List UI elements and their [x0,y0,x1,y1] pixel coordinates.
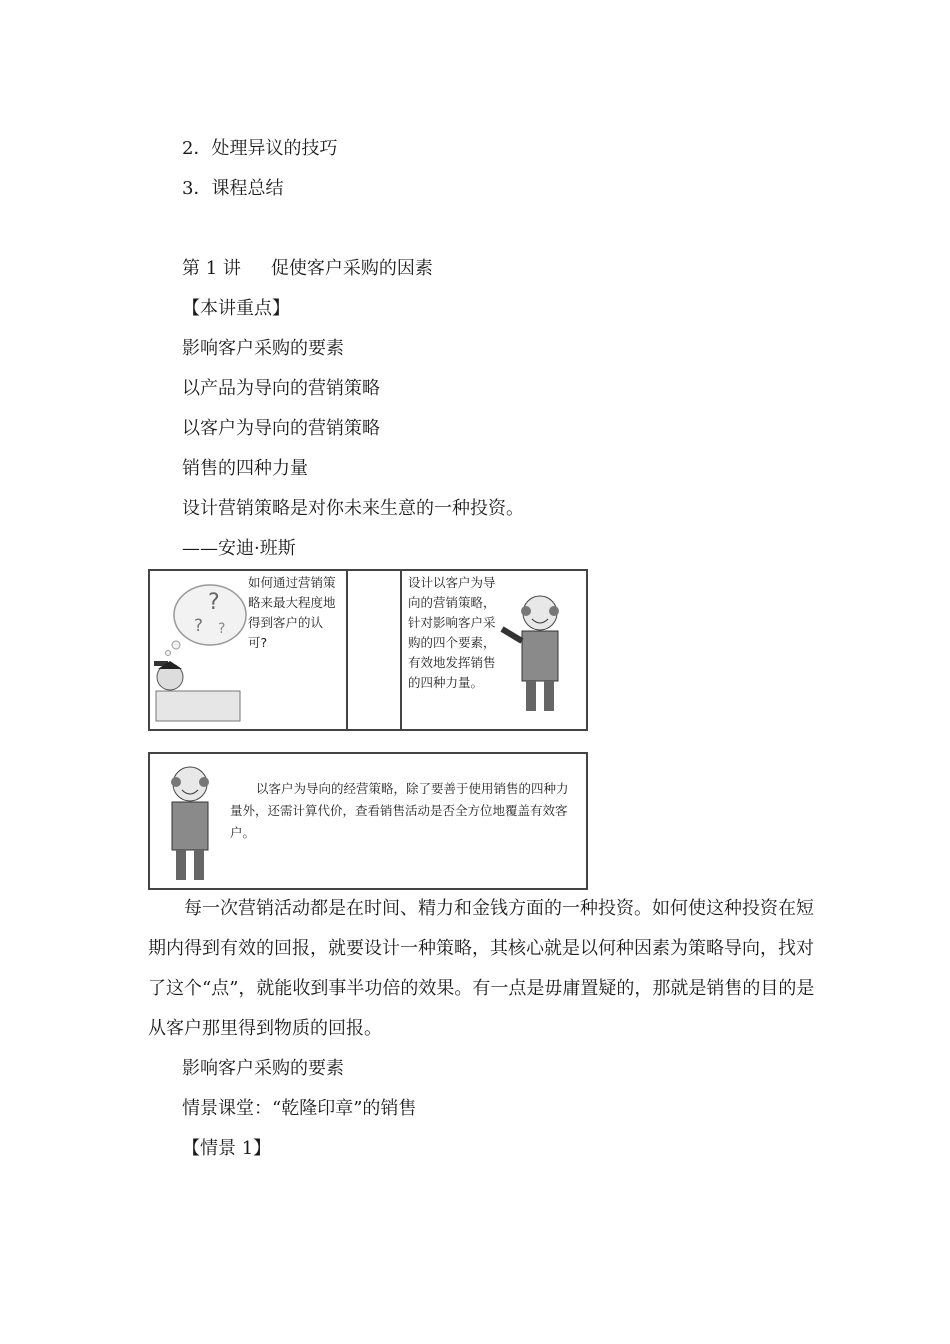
student-thinking-illustration [152,573,248,723]
outline-item-3: 3．课程总结 [182,178,284,199]
lecture-title: 促使客户采购的因素 [270,258,433,279]
key-point: 影响客户采购的要素 [182,338,344,359]
key-point: 销售的四种力量 [182,458,308,479]
svg-text:?: ? [194,616,204,636]
comic-cell-blank [348,571,402,729]
body-paragraph: 每一次营销活动都是在时间、精力和金钱方面的一种投资。如何使这种投资在短期内得到有效的回报，就要设计一种策略，其核心就是以何种因素为策略导向，找对了这个“点”，就能收到事半功倍的效果。有一点是毋庸置疑的，那就是销售的目的是从客户那里得到物质的回报。 [148,898,815,1039]
comic-cell-answer [402,571,586,729]
answer-text: 设计以客户为导向的营销策略，针对影响客户采购的四个要素，有效地发挥销售的四种力量。 [408,575,496,690]
comic-panel-bottom [148,752,588,890]
key-points-heading: 【本讲重点】 [182,298,290,319]
outline-item-2: 2．处理异议的技巧 [182,138,338,159]
comic-cell-question [150,571,348,729]
quote-text: 设计营销策略是对你未来生意的一种投资。 [182,498,524,519]
scenario-label: 【情景 1】 [182,1138,272,1159]
lecture-heading [182,257,433,281]
key-point: 以产品为导向的营销策略 [182,378,380,399]
lecture-number: 第 1 讲 [182,258,241,279]
svg-text:?: ? [218,621,226,637]
section-title: 影响客户采购的要素 [182,1058,344,1079]
quote-author: ——安迪·班斯 [182,538,296,559]
key-point: 以客户为导向的营销策略 [182,418,380,439]
question-text: 如何通过营销策略来最大程度地得到客户的认可? [248,575,336,650]
teacher-illustration [158,758,228,884]
bottom-comic-text: 以客户为导向的经营策略，除了要善于使用销售的四种力量外，还需计算代价，查看销售活动是否全方位地覆盖有效客户。 [230,781,569,840]
teacher-illustration [498,587,582,717]
svg-text:?: ? [208,590,220,615]
scenario-title: 情景课堂：“乾隆印章”的销售 [182,1098,417,1119]
comic-panel-top [148,569,588,731]
